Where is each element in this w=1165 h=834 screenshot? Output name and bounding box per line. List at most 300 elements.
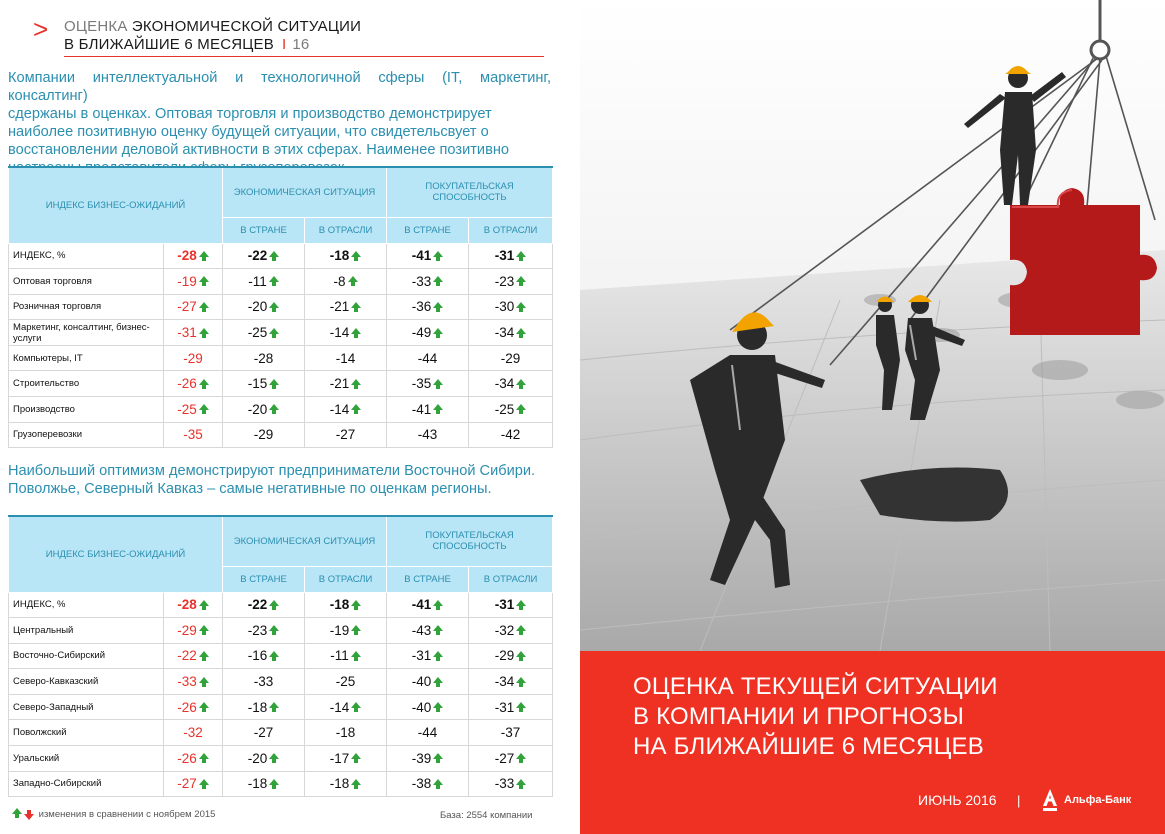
arrow-up-icon bbox=[199, 677, 209, 683]
arrow-up-icon bbox=[433, 600, 443, 606]
econ-header: ЭКОНОМИЧЕСКАЯ СИТУАЦИЯ bbox=[223, 167, 387, 217]
row-label bbox=[9, 294, 164, 320]
cell-ec bbox=[223, 345, 305, 371]
arrow-up-icon bbox=[348, 276, 358, 282]
cell-ec bbox=[223, 243, 305, 269]
cell-value: -35 bbox=[183, 427, 203, 443]
cell-value: -14 bbox=[329, 325, 350, 341]
arrow-up-icon bbox=[433, 651, 443, 657]
arrow-up-icon bbox=[269, 702, 279, 708]
cell-value: -25 bbox=[247, 325, 268, 341]
title-line-2: В БЛИЖАЙШИЕ 6 МЕСЯЦЕВ bbox=[64, 36, 274, 53]
bank-name: Альфа-Банк bbox=[1064, 794, 1132, 806]
table-row bbox=[9, 771, 553, 797]
cell-ec bbox=[223, 397, 305, 423]
cell-value: Оптовая торговля bbox=[13, 275, 92, 287]
cell-pc bbox=[387, 397, 469, 423]
report-title-line: НА БЛИЖАЙШИЕ 6 МЕСЯЦЕВ bbox=[633, 733, 984, 760]
table-row bbox=[9, 720, 553, 746]
cell-idx bbox=[164, 592, 223, 618]
cell-value: -35 bbox=[411, 376, 432, 392]
cell-value: ИНДЕКС, % bbox=[13, 250, 66, 262]
col-header: В СТРАНЕ bbox=[223, 217, 305, 243]
arrow-up-icon bbox=[199, 251, 209, 257]
arrow-up-icon bbox=[433, 753, 443, 759]
cell-value: -15 bbox=[247, 376, 268, 392]
cell-pc bbox=[387, 422, 469, 448]
cell-value: -27 bbox=[335, 427, 356, 443]
cell-value: -17 bbox=[329, 750, 350, 766]
cell-value: -23 bbox=[247, 622, 268, 638]
cell-pc bbox=[387, 720, 469, 746]
cell-pi bbox=[469, 746, 553, 772]
arrow-up-icon bbox=[269, 600, 279, 606]
banner-separator: | bbox=[1017, 793, 1021, 808]
cell-pi bbox=[469, 669, 553, 695]
cell-idx bbox=[164, 243, 223, 269]
cell-value: Компьютеры, IT bbox=[13, 352, 83, 364]
cell-value: -49 bbox=[411, 325, 432, 341]
col-header: В СТРАНЕ bbox=[387, 566, 469, 592]
arrow-up-icon bbox=[351, 302, 361, 308]
cell-ec bbox=[223, 746, 305, 772]
cell-pi bbox=[469, 269, 553, 295]
row-label bbox=[9, 720, 164, 746]
row-label bbox=[9, 746, 164, 772]
cell-idx bbox=[164, 669, 223, 695]
report-title-line: В КОМПАНИИ И ПРОГНОЗЫ bbox=[633, 703, 965, 730]
cell-ec bbox=[223, 294, 305, 320]
cell-value: Северо-Западный bbox=[13, 701, 94, 713]
report-title bbox=[633, 672, 998, 762]
arrow-up-icon bbox=[516, 404, 526, 410]
cell-value: -28 bbox=[177, 597, 197, 613]
table-row bbox=[9, 320, 553, 346]
arrow-up-icon bbox=[433, 302, 443, 308]
cell-value: -38 bbox=[411, 776, 432, 792]
table-row bbox=[9, 397, 553, 423]
cell-ec bbox=[223, 269, 305, 295]
arrow-up-icon bbox=[516, 651, 526, 657]
cell-pi bbox=[469, 720, 553, 746]
cell-idx bbox=[164, 694, 223, 720]
cell-value: -44 bbox=[417, 350, 438, 366]
cell-value: -33 bbox=[494, 776, 515, 792]
arrow-up-icon bbox=[351, 379, 361, 385]
cell-value: Уральский bbox=[13, 752, 60, 764]
cell-value: Строительство bbox=[13, 378, 80, 390]
table-row bbox=[9, 243, 553, 269]
arrow-up-icon bbox=[516, 251, 526, 257]
cell-value: -27 bbox=[494, 750, 515, 766]
col-header: В ОТРАСЛИ bbox=[305, 566, 387, 592]
cell-value: Северо-Кавказский bbox=[13, 676, 99, 688]
header-divider bbox=[64, 56, 544, 57]
cell-value: -20 bbox=[247, 401, 268, 417]
arrow-up-icon bbox=[516, 753, 526, 759]
cell-value: Центральный bbox=[13, 624, 74, 636]
arrow-up-icon bbox=[516, 328, 526, 334]
cell-idx bbox=[164, 269, 223, 295]
table-row bbox=[9, 643, 553, 669]
arrow-up-icon bbox=[351, 779, 361, 785]
cell-idx bbox=[164, 618, 223, 644]
cell-value: -34 bbox=[494, 674, 515, 690]
arrow-up-icon bbox=[433, 328, 443, 334]
cell-value: -26 bbox=[177, 376, 197, 392]
arrow-up-icon bbox=[516, 677, 526, 683]
cell-value: -43 bbox=[417, 427, 438, 443]
cell-value: -33 bbox=[253, 674, 274, 690]
cell-value: -41 bbox=[411, 597, 432, 613]
arrow-up-icon bbox=[516, 379, 526, 385]
cell-pc bbox=[387, 643, 469, 669]
cell-ei bbox=[305, 643, 387, 669]
row-label bbox=[9, 269, 164, 295]
cell-value: -11 bbox=[330, 648, 349, 664]
alfa-bank-logo-icon bbox=[1042, 788, 1058, 812]
arrow-up-icon bbox=[516, 302, 526, 308]
cell-value: -41 bbox=[411, 248, 432, 264]
cell-value: -29 bbox=[253, 427, 274, 443]
arrow-up-icon bbox=[269, 753, 279, 759]
cell-value: -29 bbox=[177, 622, 197, 638]
table-row bbox=[9, 618, 553, 644]
cell-value: -31 bbox=[494, 597, 515, 613]
cell-value: ИНДЕКС, % bbox=[13, 599, 66, 611]
cell-pi bbox=[469, 694, 553, 720]
left-page bbox=[0, 0, 575, 834]
arrow-up-icon bbox=[269, 379, 279, 385]
arrow-up-icon bbox=[351, 600, 361, 606]
arrow-up-icon bbox=[269, 779, 279, 785]
cell-ei bbox=[305, 397, 387, 423]
arrow-up-icon bbox=[351, 251, 361, 257]
arrow-up-icon bbox=[433, 276, 443, 282]
arrow-up-icon bbox=[269, 328, 279, 334]
arrow-up-icon bbox=[269, 251, 279, 257]
regions-table bbox=[8, 515, 553, 797]
cell-ei bbox=[305, 720, 387, 746]
cell-pi bbox=[469, 371, 553, 397]
cell-pc bbox=[387, 592, 469, 618]
cell-idx bbox=[164, 771, 223, 797]
cell-pc bbox=[387, 243, 469, 269]
purch-header: ПОКУПАТЕЛЬСКАЯ СПОСОБНОСТЬ bbox=[387, 516, 553, 566]
cell-ei bbox=[305, 618, 387, 644]
intro-line: наиболее позитивную оценку будущей ситуации, что свидетельсвует о bbox=[8, 124, 489, 140]
intro-paragraph bbox=[8, 69, 551, 177]
cell-value: Маркетинг, консалтинг, бизнес-услуги bbox=[13, 321, 150, 344]
cell-ec bbox=[223, 694, 305, 720]
arrow-up-icon bbox=[516, 276, 526, 282]
cell-pi bbox=[469, 294, 553, 320]
cell-value: -37 bbox=[500, 725, 521, 741]
row-label bbox=[9, 422, 164, 448]
cell-pc bbox=[387, 345, 469, 371]
cell-pc bbox=[387, 320, 469, 346]
cell-value: -26 bbox=[177, 750, 197, 766]
arrow-up-icon bbox=[269, 651, 279, 657]
legend bbox=[10, 809, 215, 820]
cell-value: -41 bbox=[411, 401, 432, 417]
row-label bbox=[9, 694, 164, 720]
row-label bbox=[9, 371, 164, 397]
cell-ec bbox=[223, 771, 305, 797]
purch-header: ПОКУПАТЕЛЬСКАЯ СПОСОБНОСТЬ bbox=[387, 167, 553, 217]
cell-value: Розничная торговля bbox=[13, 301, 102, 313]
cell-ec bbox=[223, 669, 305, 695]
cell-pi bbox=[469, 243, 553, 269]
cell-value: -31 bbox=[411, 648, 432, 664]
row-label bbox=[9, 345, 164, 371]
row-label bbox=[9, 643, 164, 669]
cell-pc bbox=[387, 618, 469, 644]
cell-value: -21 bbox=[329, 376, 350, 392]
table-row bbox=[9, 345, 553, 371]
sectors-table bbox=[8, 166, 553, 448]
arrow-up-icon bbox=[516, 702, 526, 708]
cell-value: -25 bbox=[177, 401, 197, 417]
cell-value: -44 bbox=[417, 725, 438, 741]
table-row bbox=[9, 746, 553, 772]
arrow-up-icon bbox=[433, 251, 443, 257]
region-line: Наибольший оптимизм демонстрируют предприниматели Восточной Сибири. bbox=[8, 463, 536, 479]
arrow-up-icon bbox=[199, 328, 209, 334]
cell-idx bbox=[164, 371, 223, 397]
cell-idx bbox=[164, 720, 223, 746]
arrow-up-icon bbox=[199, 625, 209, 631]
arrow-up-icon bbox=[516, 779, 526, 785]
arrow-up-icon bbox=[433, 677, 443, 683]
cell-value: -21 bbox=[329, 299, 350, 315]
intro-line: сдержаны в оценках. Оптовая торговля и производство демонстрирует bbox=[8, 106, 492, 122]
row-label bbox=[9, 771, 164, 797]
cell-value: -18 bbox=[247, 776, 268, 792]
cell-ei bbox=[305, 422, 387, 448]
legend-text: изменения в сравнении с ноябрем 2015 bbox=[38, 809, 216, 820]
cell-value: -18 bbox=[329, 248, 350, 264]
cell-pi bbox=[469, 345, 553, 371]
cell-pc bbox=[387, 694, 469, 720]
cell-value: -39 bbox=[411, 750, 432, 766]
cell-value: -22 bbox=[247, 248, 268, 264]
cell-value: -40 bbox=[411, 674, 432, 690]
arrow-up-icon bbox=[433, 779, 443, 785]
cell-ec bbox=[223, 618, 305, 644]
cell-value: -31 bbox=[177, 325, 197, 341]
cell-value: -29 bbox=[500, 350, 521, 366]
cell-value: -18 bbox=[329, 597, 350, 613]
cell-value: -28 bbox=[177, 248, 197, 264]
cell-value: Производство bbox=[13, 403, 75, 415]
cell-pi bbox=[469, 618, 553, 644]
cell-ei bbox=[305, 320, 387, 346]
arrow-up-icon bbox=[351, 753, 361, 759]
arrow-up-icon bbox=[269, 302, 279, 308]
col-header: В СТРАНЕ bbox=[223, 566, 305, 592]
cell-value: -43 bbox=[411, 622, 432, 638]
cell-value: -32 bbox=[494, 622, 515, 638]
cell-pi bbox=[469, 771, 553, 797]
arrow-up-icon bbox=[433, 625, 443, 631]
cell-value: -28 bbox=[253, 350, 274, 366]
table-row bbox=[9, 269, 553, 295]
report-date: ИЮНЬ 2016 bbox=[918, 792, 997, 808]
cell-idx bbox=[164, 397, 223, 423]
cell-ei bbox=[305, 669, 387, 695]
col-header: В ОТРАСЛИ bbox=[469, 566, 553, 592]
arrow-down-icon bbox=[24, 814, 34, 820]
table-row bbox=[9, 371, 553, 397]
cell-pc bbox=[387, 371, 469, 397]
cell-value: -34 bbox=[494, 376, 515, 392]
cell-ei bbox=[305, 592, 387, 618]
cell-value: Восточно-Сибирский bbox=[13, 650, 106, 662]
cell-value: Поволжский bbox=[13, 727, 67, 739]
arrow-up-icon bbox=[12, 808, 22, 814]
arrow-up-icon bbox=[199, 779, 209, 785]
row-label bbox=[9, 592, 164, 618]
arrow-up-icon bbox=[269, 276, 279, 282]
arrow-up-icon bbox=[199, 600, 209, 606]
cell-value: -27 bbox=[177, 776, 197, 792]
cell-value: -20 bbox=[247, 750, 268, 766]
cell-ec bbox=[223, 720, 305, 746]
cell-value: -25 bbox=[494, 401, 515, 417]
cell-value: -18 bbox=[329, 776, 350, 792]
col-header: В ОТРАСЛИ bbox=[305, 217, 387, 243]
cell-idx bbox=[164, 643, 223, 669]
cell-idx bbox=[164, 746, 223, 772]
cell-value: -31 bbox=[494, 699, 515, 715]
cell-pi bbox=[469, 320, 553, 346]
arrow-up-icon bbox=[516, 600, 526, 606]
table-row bbox=[9, 422, 553, 448]
cell-ei bbox=[305, 694, 387, 720]
cell-value: -26 bbox=[177, 699, 197, 715]
row-label bbox=[9, 320, 164, 346]
page-number: 16 bbox=[292, 36, 310, 53]
intro-line: восстановлении деловой активности в этих сферах. Наименее позитивно bbox=[8, 142, 509, 158]
cell-ei bbox=[305, 746, 387, 772]
cell-value: -27 bbox=[177, 299, 197, 315]
cell-value: -29 bbox=[494, 648, 515, 664]
right-page bbox=[580, 0, 1165, 834]
cover-banner bbox=[580, 651, 1165, 834]
cell-pc bbox=[387, 269, 469, 295]
arrow-up-icon bbox=[516, 625, 526, 631]
cell-value: -33 bbox=[177, 674, 197, 690]
row-label bbox=[9, 669, 164, 695]
econ-header: ЭКОНОМИЧЕСКАЯ СИТУАЦИЯ bbox=[223, 516, 387, 566]
index-header: ИНДЕКС БИЗНЕС-ОЖИДАНИЙ bbox=[9, 167, 223, 243]
sample-base: База: 2554 компании bbox=[440, 810, 533, 821]
cell-pi bbox=[469, 397, 553, 423]
cell-pc bbox=[387, 669, 469, 695]
cell-pc bbox=[387, 746, 469, 772]
cell-value: -32 bbox=[183, 725, 203, 741]
table-row bbox=[9, 669, 553, 695]
cell-idx bbox=[164, 320, 223, 346]
arrow-up-icon bbox=[199, 753, 209, 759]
cell-ei bbox=[305, 294, 387, 320]
cell-ei bbox=[305, 371, 387, 397]
arrow-up-icon bbox=[351, 404, 361, 410]
cell-pi bbox=[469, 422, 553, 448]
cell-idx bbox=[164, 422, 223, 448]
row-label bbox=[9, 618, 164, 644]
index-header: ИНДЕКС БИЗНЕС-ОЖИДАНИЙ bbox=[9, 516, 223, 592]
cell-ec bbox=[223, 422, 305, 448]
chevron-right-icon: > bbox=[33, 14, 49, 44]
cell-idx bbox=[164, 294, 223, 320]
cell-pc bbox=[387, 771, 469, 797]
cell-pi bbox=[469, 643, 553, 669]
arrow-up-icon bbox=[199, 651, 209, 657]
arrow-up-icon bbox=[433, 404, 443, 410]
cell-ei bbox=[305, 345, 387, 371]
table-row bbox=[9, 694, 553, 720]
title-separator: I bbox=[281, 36, 287, 53]
cell-value: -36 bbox=[411, 299, 432, 315]
cell-ei bbox=[305, 243, 387, 269]
cell-ec bbox=[223, 371, 305, 397]
cell-value: -40 bbox=[411, 699, 432, 715]
cell-value: -23 bbox=[494, 273, 515, 289]
arrow-up-icon bbox=[269, 625, 279, 631]
table-row bbox=[9, 592, 553, 618]
cell-value: -42 bbox=[500, 427, 521, 443]
cell-value: -16 bbox=[247, 648, 268, 664]
cell-idx bbox=[164, 345, 223, 371]
arrow-up-icon bbox=[199, 379, 209, 385]
page-title bbox=[64, 18, 361, 54]
arrow-up-icon bbox=[433, 702, 443, 708]
arrow-up-icon bbox=[351, 328, 361, 334]
arrow-up-icon bbox=[199, 302, 209, 308]
cell-pc bbox=[387, 294, 469, 320]
arrow-up-icon bbox=[351, 625, 361, 631]
row-label bbox=[9, 243, 164, 269]
arrow-up-icon bbox=[269, 404, 279, 410]
arrow-up-icon bbox=[199, 702, 209, 708]
cell-value: -19 bbox=[177, 273, 197, 289]
cell-value: -33 bbox=[411, 273, 432, 289]
cell-value: -20 bbox=[247, 299, 268, 315]
arrow-up-icon bbox=[199, 276, 209, 282]
cell-value: Грузоперевозки bbox=[13, 429, 83, 441]
cell-value: -22 bbox=[177, 648, 197, 664]
report-title-line: ОЦЕНКА ТЕКУЩЕЙ СИТУАЦИИ bbox=[633, 673, 998, 700]
arrow-up-icon bbox=[199, 404, 209, 410]
cell-value: -22 bbox=[247, 597, 268, 613]
cell-value: -18 bbox=[335, 725, 356, 741]
region-paragraph bbox=[8, 462, 551, 498]
cell-value: -31 bbox=[494, 248, 515, 264]
cell-ec bbox=[223, 320, 305, 346]
cell-ec bbox=[223, 592, 305, 618]
cell-value: -30 bbox=[494, 299, 515, 315]
cell-value: -25 bbox=[335, 674, 356, 690]
cell-ei bbox=[305, 771, 387, 797]
intro-line: Компании интеллектуальной и технологичной сферы (IT, маркетинг, консалтинг) bbox=[8, 70, 551, 104]
cell-ei bbox=[305, 269, 387, 295]
cell-ec bbox=[223, 643, 305, 669]
cell-value: -14 bbox=[335, 350, 356, 366]
cell-value: -11 bbox=[248, 273, 267, 289]
cell-value: -14 bbox=[329, 699, 350, 715]
